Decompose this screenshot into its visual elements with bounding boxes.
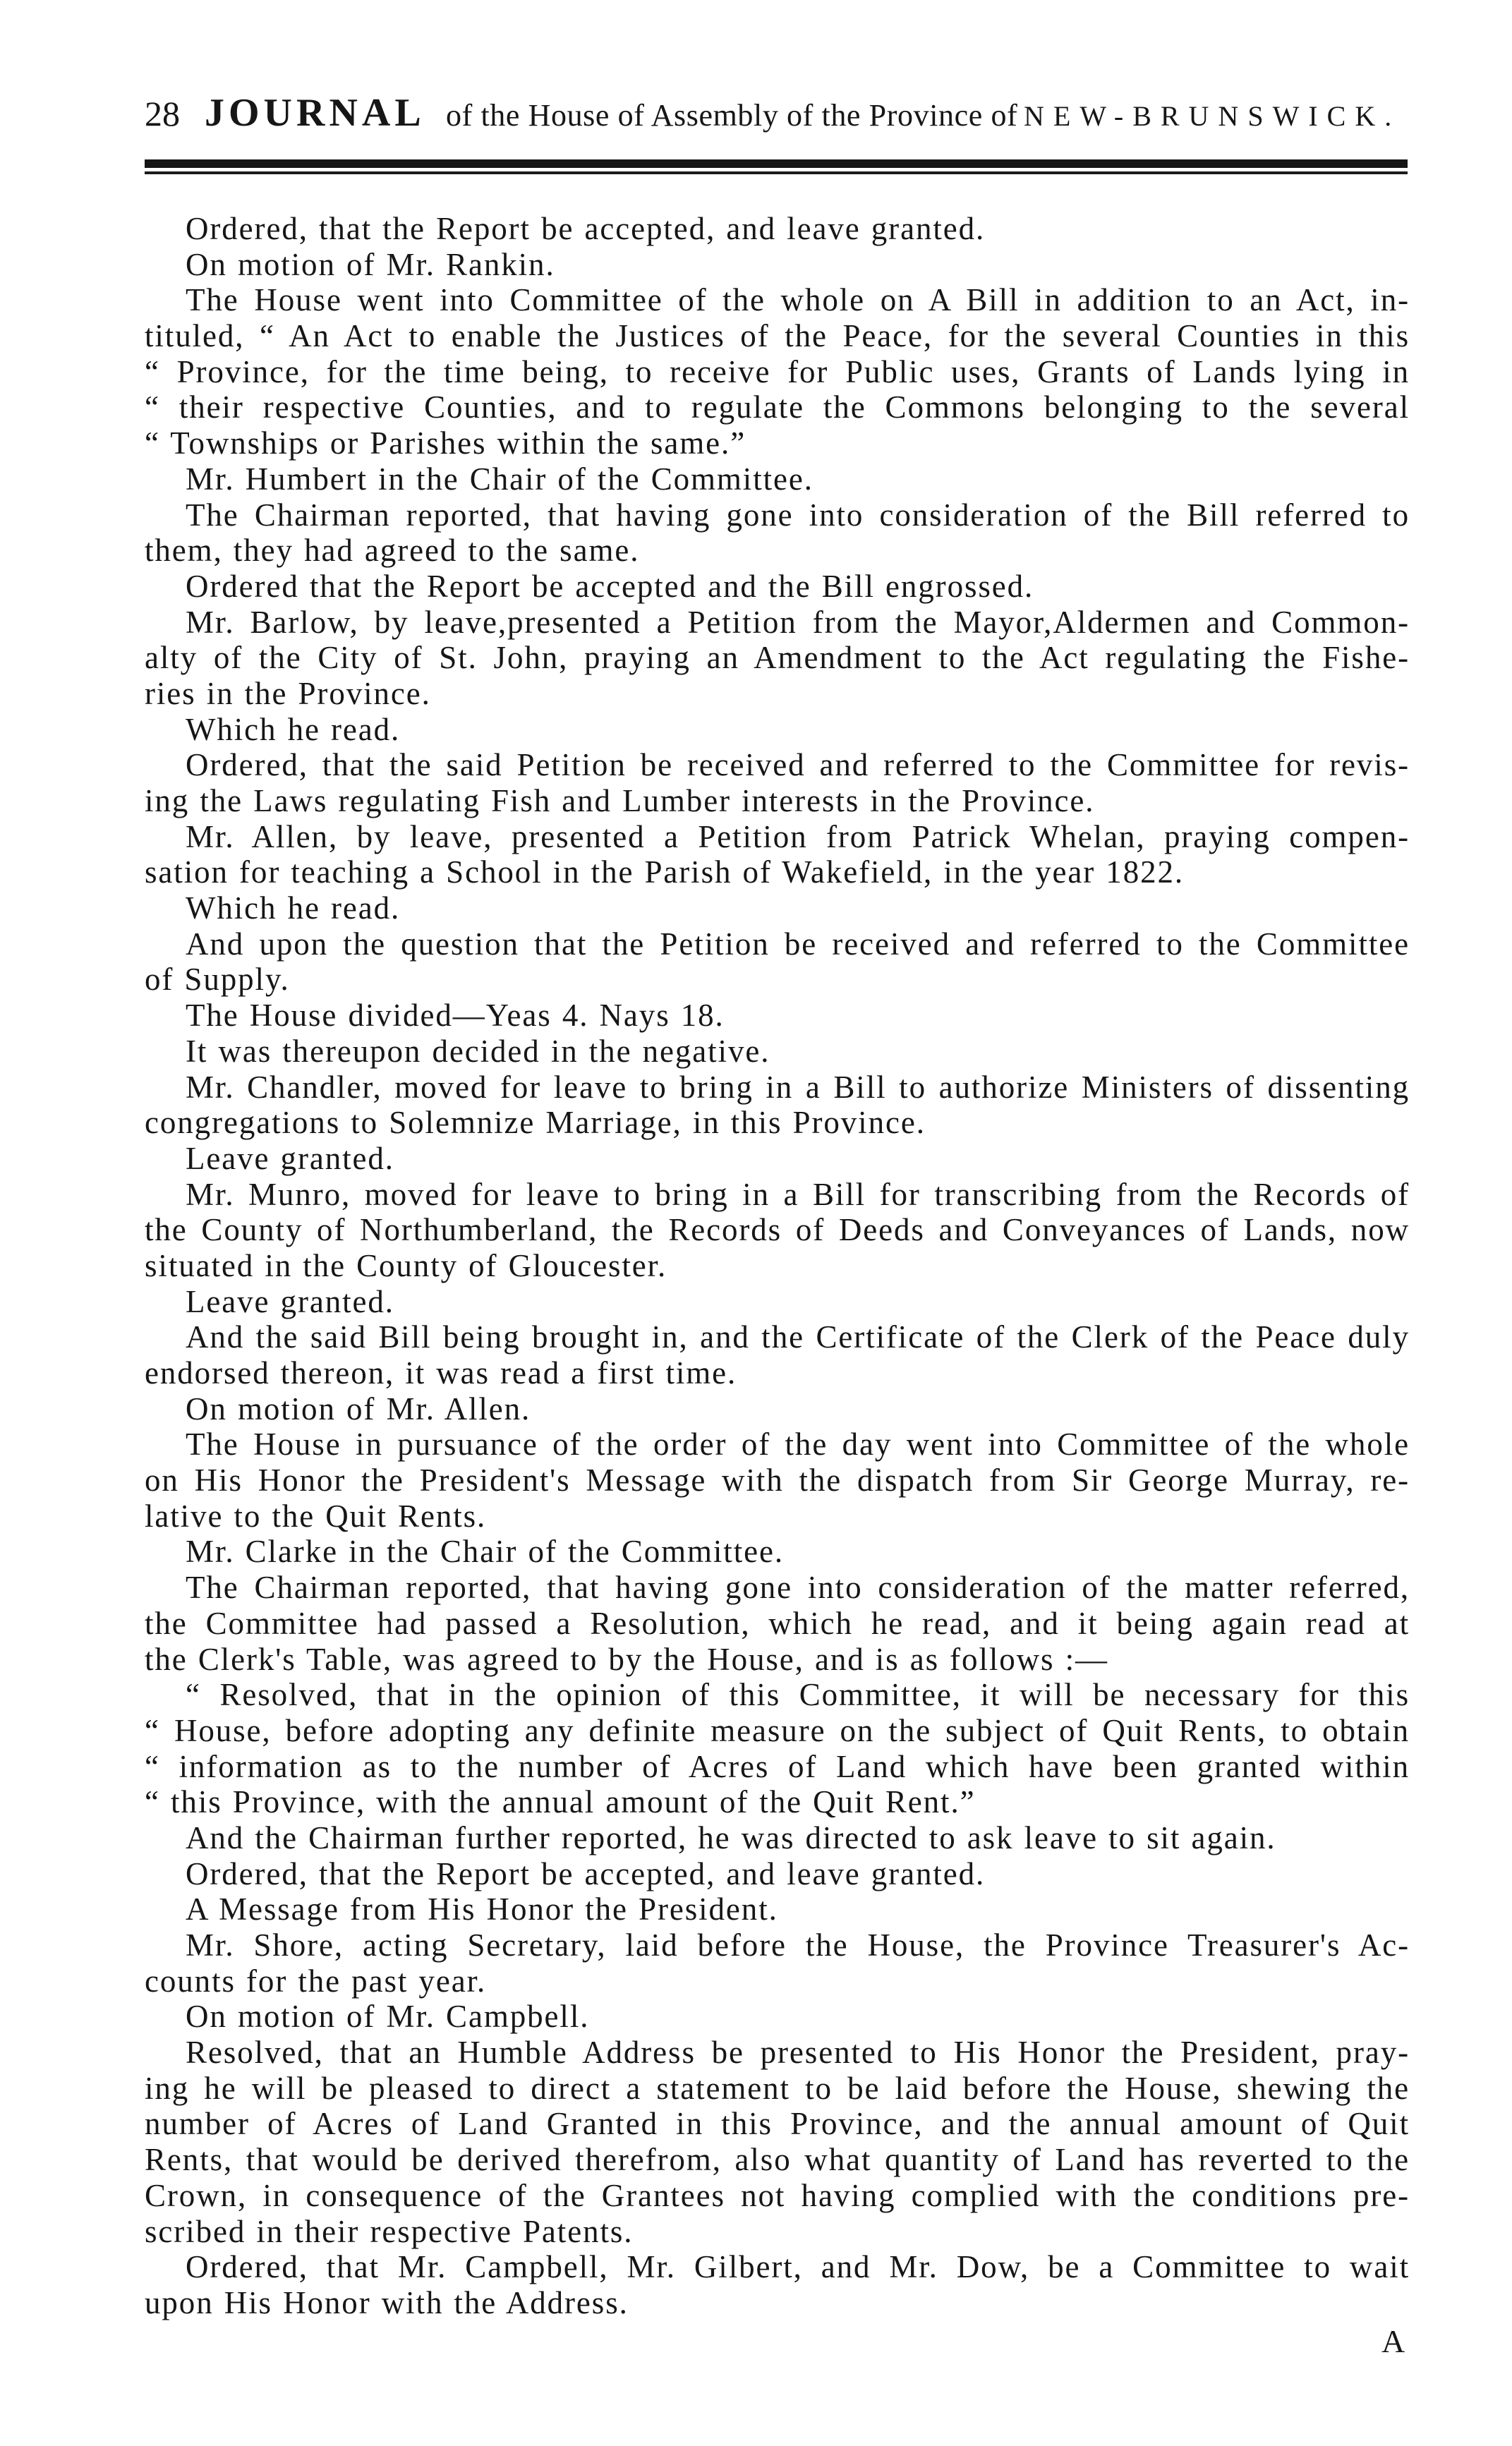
page-number: 28 (145, 94, 180, 133)
entry-line: them, they had agreed to the same. (145, 533, 640, 569)
entry-line: On motion of Mr. Rankin. (186, 246, 555, 282)
entry-line: alty of the City of St. John, praying an Amendment to the Act regulating the Fishe- (145, 640, 1410, 676)
journal-body (145, 211, 1410, 2321)
entry-paragraph (145, 497, 1410, 569)
entry-paragraph (145, 1427, 1410, 1534)
entry-line: “ Townships or Parishes within the same.” (145, 425, 746, 461)
entry-line: The Chairman reported, that having gone into consideration of the Bill referred to (186, 497, 1410, 533)
entry-line: Which he read. (186, 711, 401, 747)
entry-paragraph (145, 1534, 1410, 1570)
entry-line: of Supply. (145, 962, 290, 998)
entry-line: “ Province, for the time being, to receive for Public uses, Grants of Lands lying in (145, 353, 1410, 389)
entry-line: number of Acres of Land Granted in this Province, and the annual amount of Quit (145, 2106, 1410, 2142)
entry-paragraph (145, 712, 1410, 748)
entry-paragraph (145, 890, 1410, 926)
entry-line: It was thereupon decided in the negative. (186, 1033, 770, 1069)
entry-line: Which he read. (186, 890, 401, 926)
entry-paragraph (145, 1820, 1410, 1856)
entry-paragraph (145, 747, 1410, 818)
entry-line: Mr. Chandler, moved for leave to bring in a Bill to authorize Ministers of dissenting (186, 1069, 1410, 1105)
entry-paragraph (145, 1391, 1410, 1427)
entry-line: The House in pursuance of the order of the day went into Committee of the whole (186, 1427, 1410, 1463)
entry-paragraph (145, 998, 1410, 1034)
province-name: NEW-BRUNSWICK. (1024, 100, 1401, 132)
entry-line: ing the Laws regulating Fish and Lumber interests in the Province. (145, 783, 1095, 818)
entry-line: sation for teaching a School in the Parish of Wakefield, in the year 1822. (145, 854, 1185, 890)
entry-line: Ordered, that Mr. Campbell, Mr. Gilbert, and Mr. Dow, be a Committee to wait (186, 2249, 1410, 2285)
entry-line: Ordered, that the said Petition be received and referred to the Committee for revis- (186, 747, 1410, 783)
header-rule-thick (145, 159, 1408, 168)
entry-paragraph (145, 819, 1410, 890)
entry-paragraph (145, 211, 1410, 247)
entry-paragraph (145, 605, 1410, 712)
entry-line: “ information as to the number of Acres of Land which have been granted within (145, 1748, 1410, 1784)
entry-line: congregations to Solemnize Marriage, in this Province. (145, 1105, 926, 1141)
entry-line: The Chairman reported, that having gone into consideration of the matter referred, (186, 1570, 1410, 1606)
entry-line: the Clerk's Table, was agreed to by the House, and is as follows :— (145, 1641, 1108, 1677)
entry-line: And the said Bill being brought in, and the Certificate of the Clerk of the Peace duly (186, 1319, 1410, 1355)
entry-line: Mr. Allen, by leave, presented a Petition from Patrick Whelan, praying compen- (186, 818, 1410, 854)
entry-line: A Message from His Honor the President. (186, 1891, 778, 1927)
entry-paragraph (145, 1891, 1410, 1927)
entry-line: “ their respective Counties, and to regulate the Commons belonging to the several (145, 389, 1410, 425)
entry-line: ing he will be pleased to direct a statement to be laid before the House, shewing the (145, 2070, 1410, 2106)
entry-line: “ this Province, with the annual amount of the Quit Rent.” (145, 1784, 976, 1820)
entry-line: Leave granted. (186, 1283, 394, 1319)
journal-title: JOURNAL (205, 91, 425, 135)
entry-paragraph (145, 1570, 1410, 1677)
entry-line: The House divided—Yeas 4. Nays 18. (186, 998, 725, 1034)
resolution-quote (145, 1677, 1410, 1820)
entry-paragraph (145, 1999, 1410, 2035)
entry-line: scribed in their respective Patents. (145, 2213, 634, 2249)
entry-line: Ordered, that the Report be accepted, and leave granted. (186, 211, 986, 246)
entry-line: endorsed thereon, it was read a first time. (145, 1355, 737, 1391)
entry-line: situated in the County of Gloucester. (145, 1247, 667, 1283)
catchword: A (1381, 2323, 1405, 2359)
entry-line: upon His Honor with the Address. (145, 2284, 629, 2320)
entry-line: on His Honor the President's Message with the dispatch from Sir George Murray, re- (145, 1463, 1410, 1499)
entry-paragraph (145, 1141, 1410, 1177)
entry-line: Mr. Shore, acting Secretary, laid before the House, the Province Treasurer's Ac- (186, 1927, 1410, 1963)
entry-line: lative to the Quit Rents. (145, 1498, 487, 1534)
entry-line: The House went into Committee of the whole on A Bill in addition to an Act, in- (186, 282, 1410, 318)
entry-line: Ordered that the Report be accepted and the Bill engrossed. (186, 568, 1034, 604)
entry-line: Ordered, that the Report be accepted, and leave granted. (186, 1855, 986, 1891)
entry-line: Leave granted. (186, 1140, 394, 1176)
entry-line: On motion of Mr. Allen. (186, 1391, 531, 1427)
entry-paragraph (145, 1034, 1410, 1070)
entry-paragraph (145, 569, 1410, 605)
running-header (145, 87, 1401, 138)
entry-line: Mr. Barlow, by leave,presented a Petition from the Mayor,Aldermen and Common- (186, 604, 1410, 640)
entry-line: Crown, in consequence of the Grantees not having complied with the conditions pre- (145, 2177, 1410, 2213)
entry-line: the County of Northumberland, the Records of Deeds and Conveyances of Lands, now (145, 1212, 1410, 1248)
entry-line: the Committee had passed a Resolution, which he read, and it being again read at (145, 1605, 1410, 1641)
entry-paragraph (145, 282, 1410, 461)
entry-line: Resolved, that an Humble Address be presented to His Honor the President, pray- (186, 2035, 1410, 2071)
entry-line: counts for the past year. (145, 1963, 487, 1999)
entry-paragraph (145, 926, 1410, 998)
entry-paragraph (145, 1070, 1410, 1141)
entry-line: tituled, “ An Act to enable the Justices of the Peace, for the several Counties in this (145, 318, 1410, 354)
entry-paragraph (145, 247, 1410, 283)
entry-paragraph (145, 1177, 1410, 1284)
entry-paragraph (145, 1856, 1410, 1892)
entry-line: On motion of Mr. Campbell. (186, 1999, 590, 2035)
entry-line: “ House, before adopting any definite measure on the subject of Quit Rents, to obtain (145, 1712, 1410, 1748)
header-rule-thin (145, 171, 1408, 174)
entry-paragraph (145, 1927, 1410, 1999)
entry-line: Mr. Munro, moved for leave to bring in a Bill for transcribing from the Records of (186, 1176, 1410, 1212)
entry-paragraph (145, 1284, 1410, 1320)
entry-line: Mr. Clarke in the Chair of the Committee. (186, 1534, 785, 1570)
entry-line: “ Resolved, that in the opinion of this Committee, it will be necessary for this (186, 1677, 1410, 1713)
entry-paragraph (145, 2035, 1410, 2249)
entry-line: ries in the Province. (145, 675, 431, 711)
entry-line: Rents, that would be derived therefrom, also what quantity of Land has reverted to the (145, 2142, 1410, 2178)
entry-paragraph (145, 2249, 1410, 2320)
entry-line: Mr. Humbert in the Chair of the Committee. (186, 461, 814, 497)
entry-paragraph (145, 1319, 1410, 1391)
header-title-text: of the House of Assembly of the Province of (446, 98, 1018, 133)
entry-line: And the Chairman further reported, he was directed to ask leave to sit again. (186, 1820, 1276, 1855)
entry-paragraph (145, 461, 1410, 497)
entry-line: And upon the question that the Petition be received and referred to the Committee (186, 926, 1410, 962)
